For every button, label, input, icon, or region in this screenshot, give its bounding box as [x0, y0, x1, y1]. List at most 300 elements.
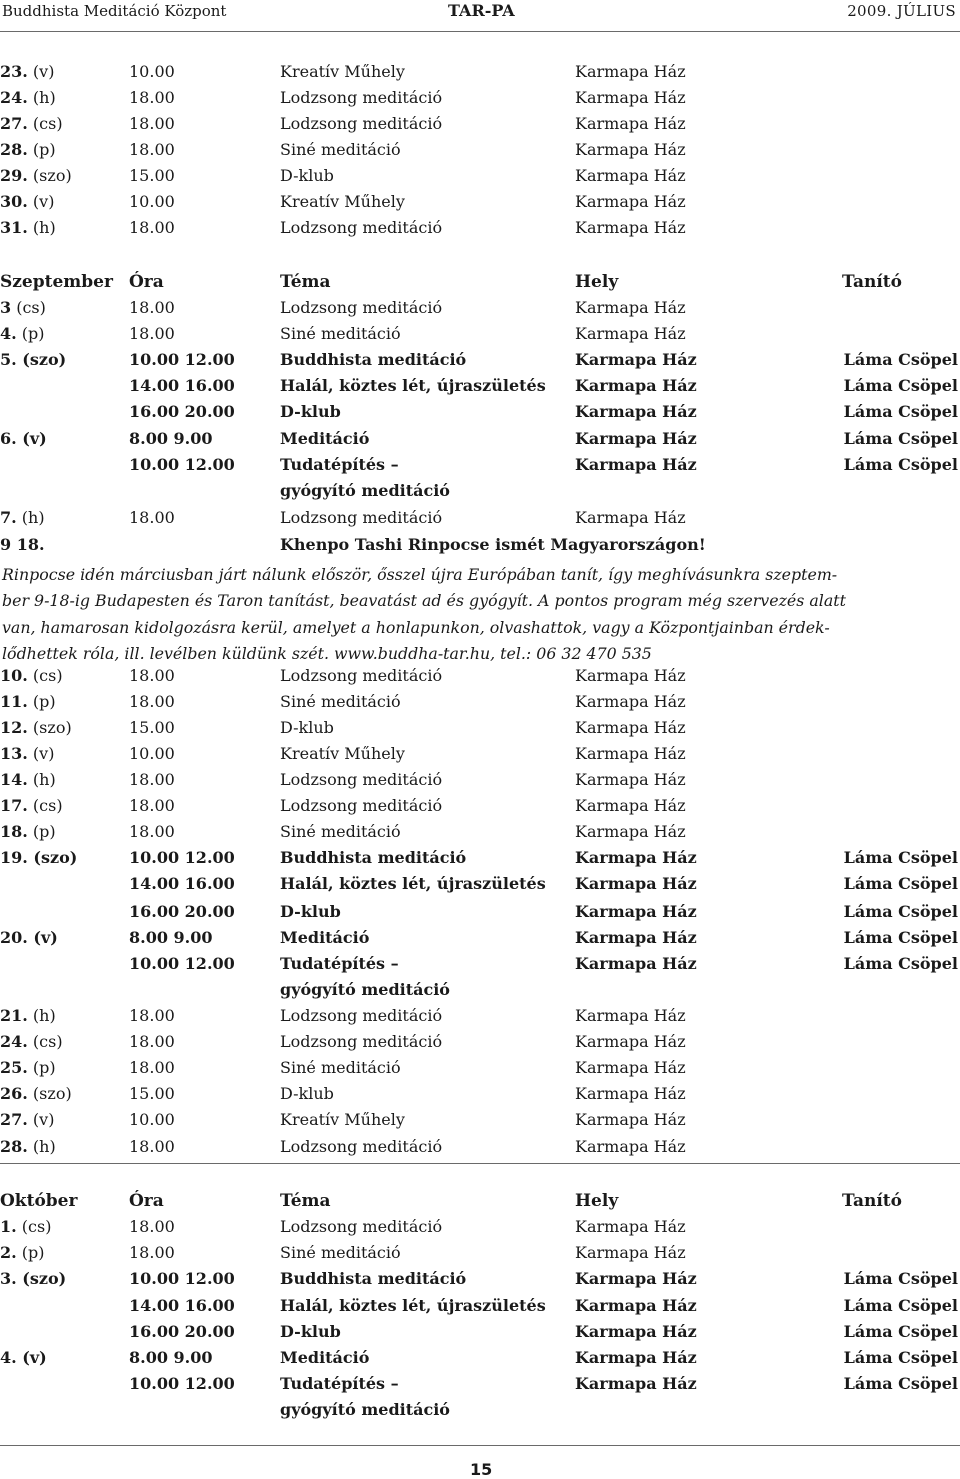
place-cell: Karmapa Ház [575, 954, 697, 973]
section-divider [0, 1163, 960, 1164]
date-cell [0, 1084, 72, 1103]
table-row [0, 166, 960, 190]
weekday: (cs) [16, 1217, 52, 1236]
teacher-cell: Láma Csöpel [843, 429, 958, 448]
date-cell [0, 666, 63, 685]
place-cell: Karmapa Ház [575, 1058, 686, 1077]
date-cell [0, 1269, 66, 1288]
weekday: (v) [27, 192, 55, 211]
date-cell [0, 1243, 45, 1262]
place-cell: Karmapa Ház [575, 140, 686, 159]
table-row [0, 429, 960, 453]
table-row [0, 218, 960, 242]
table-header-row [0, 272, 960, 296]
weekday: (h) [27, 218, 56, 237]
weekday: (h) [27, 88, 56, 107]
time-cell: 18.00 [129, 508, 175, 527]
weekday: (v) [16, 1348, 47, 1367]
place-cell: Karmapa Ház [575, 770, 686, 789]
weekday: (cs) [27, 666, 63, 685]
place-cell: Karmapa Ház [575, 744, 686, 763]
time-cell: 16.00 20.00 [129, 402, 235, 421]
topic-cell: D-klub [280, 1084, 334, 1103]
time-cell: 18.00 [129, 324, 175, 343]
topic-cell: Meditáció [280, 1348, 370, 1367]
time-cell: 10.00 12.00 [129, 848, 235, 867]
place-cell: Karmapa Ház [575, 166, 686, 185]
weekday: (v) [27, 928, 58, 947]
date-cell [0, 62, 54, 81]
topic-cell: Lodzsong meditáció [280, 666, 443, 685]
time-cell: 14.00 16.00 [129, 874, 235, 893]
topic-cell: Halál, köztes lét, újraszületés [280, 376, 546, 395]
date-number: 31. [0, 218, 28, 237]
date-number: 17. [0, 796, 28, 815]
date-cell [0, 1110, 54, 1129]
place-cell: Karmapa Ház [575, 324, 686, 343]
topic-cell: D-klub [280, 902, 341, 921]
time-cell: 8.00 9.00 [129, 928, 213, 947]
topic-cell: gyógyító meditáció [280, 1400, 450, 1419]
weekday: (p) [27, 692, 56, 711]
time-cell: 10.00 12.00 [129, 1269, 235, 1288]
topic-cell: Meditáció [280, 928, 370, 947]
date-number: 3 [0, 298, 12, 317]
topic-cell: Lodzsong meditáció [280, 508, 443, 527]
topic-cell: Buddhista meditáció [280, 350, 467, 369]
table-row [0, 298, 960, 322]
time-cell: 18.00 [129, 1006, 175, 1025]
weekday: (p) [27, 1058, 56, 1077]
place-cell: Karmapa Ház [575, 192, 686, 211]
table-row [0, 692, 960, 716]
time-cell: 10.00 [129, 744, 175, 763]
place-cell: Karmapa Ház [575, 429, 697, 448]
weekday: (v) [27, 744, 55, 763]
date-cell [0, 218, 56, 237]
date-number: 19. [0, 848, 28, 867]
teacher-cell: Láma Csöpel [843, 1374, 958, 1393]
teacher-cell: Láma Csöpel [843, 455, 958, 474]
place-cell: Karmapa Ház [575, 1110, 686, 1129]
time-cell: 18.00 [129, 1243, 175, 1262]
date-cell [0, 1137, 56, 1156]
date-number: 1. [0, 1217, 17, 1236]
teacher-cell: Láma Csöpel [843, 1269, 958, 1288]
topic-cell: Siné meditáció [280, 140, 401, 159]
header-issue-date: 2009. JÚLIUS [847, 2, 956, 20]
topic-cell: Buddhista meditáció [280, 848, 467, 867]
topic-cell: Lodzsong meditáció [280, 796, 443, 815]
announcement-line: lődhettek róla, ill. levélben küldünk szét. www.buddha-tar.hu, tel.: 06 32 470 535 [2, 643, 652, 663]
time-cell: 18.00 [129, 1217, 175, 1236]
time-cell: 18.00 [129, 218, 175, 237]
topic-cell: gyógyító meditáció [280, 481, 450, 500]
date-number: 20. [0, 928, 28, 947]
table-row [0, 324, 960, 348]
topic-cell: Lodzsong meditáció [280, 88, 443, 107]
table-row [0, 376, 960, 400]
teacher-cell: Láma Csöpel [843, 1348, 958, 1367]
announcement-paragraph [2, 562, 958, 667]
date-cell [0, 822, 56, 841]
time-cell: 8.00 9.00 [129, 1348, 213, 1367]
topic-cell: Lodzsong meditáció [280, 1032, 443, 1051]
time-cell: 18.00 [129, 298, 175, 317]
place-cell: Karmapa Ház [575, 1322, 697, 1341]
topic-cell: Téma [280, 272, 331, 292]
date-number: 6. [0, 429, 17, 448]
teacher-cell: Láma Csöpel [843, 954, 958, 973]
date-number: 13. [0, 744, 28, 763]
place-cell: Karmapa Ház [575, 1243, 686, 1262]
teacher-cell: Láma Csöpel [843, 902, 958, 921]
topic-cell: Lodzsong meditáció [280, 1006, 443, 1025]
table-row [0, 1032, 960, 1056]
table-row [0, 928, 960, 952]
teacher-cell: Láma Csöpel [843, 1322, 958, 1341]
date-cell [0, 535, 45, 554]
place-cell: Karmapa Ház [575, 666, 686, 685]
place-cell: Karmapa Ház [575, 62, 686, 81]
topic-cell: Lodzsong meditáció [280, 298, 443, 317]
time-cell: 14.00 16.00 [129, 376, 235, 395]
place-cell: Karmapa Ház [575, 1348, 697, 1367]
place-cell: Karmapa Ház [575, 874, 697, 893]
time-cell: 10.00 [129, 1110, 175, 1129]
date-cell [0, 1191, 77, 1211]
time-cell: 10.00 12.00 [129, 1374, 235, 1393]
place-cell: Hely [575, 272, 619, 292]
weekday: (p) [16, 324, 45, 343]
date-cell [0, 114, 63, 133]
date-number: 24. [0, 1032, 28, 1051]
topic-cell: Buddhista meditáció [280, 1269, 467, 1288]
weekday: (p) [27, 140, 56, 159]
weekday: (szo) [27, 166, 72, 185]
topic-cell: Kreatív Műhely [280, 192, 405, 211]
topic-cell: Lodzsong meditáció [280, 1137, 443, 1156]
time-cell: 18.00 [129, 1058, 175, 1077]
date-cell [0, 1032, 63, 1051]
time-cell: 18.00 [129, 770, 175, 789]
table-row [0, 508, 960, 532]
weekday: (szo) [27, 718, 72, 737]
date-cell [0, 1058, 56, 1077]
weekday: (szo) [27, 1084, 72, 1103]
table-row [0, 666, 960, 690]
time-cell: Óra [129, 1191, 164, 1211]
date-number: 24. [0, 88, 28, 107]
place-cell: Karmapa Ház [575, 376, 697, 395]
header-title: TAR-PA [448, 1, 515, 20]
time-cell: 10.00 [129, 192, 175, 211]
table-row [0, 822, 960, 846]
place-cell: Karmapa Ház [575, 1296, 697, 1315]
teacher-cell: Tanító [841, 1191, 902, 1211]
announcement-line: Rinpocse idén márciusban járt nálunk először, ősszel újra Európában tanít, így meghívásunkra szeptem- [2, 565, 838, 584]
date-cell [0, 298, 46, 317]
table-row [0, 874, 960, 898]
time-cell: 18.00 [129, 140, 175, 159]
date-cell [0, 350, 66, 369]
table-row [0, 902, 960, 926]
header-divider [0, 31, 960, 32]
time-cell: 15.00 [129, 718, 175, 737]
teacher-cell: Láma Csöpel [843, 928, 958, 947]
table-row [0, 402, 960, 426]
topic-cell: Lodzsong meditáció [280, 114, 443, 133]
date-number: 26. [0, 1084, 28, 1103]
date-cell [0, 692, 56, 711]
topic-cell: Halál, köztes lét, újraszületés [280, 874, 546, 893]
table-row [0, 1137, 960, 1161]
date-cell [0, 324, 45, 343]
teacher-cell: Láma Csöpel [843, 848, 958, 867]
teacher-cell: Láma Csöpel [843, 874, 958, 893]
table-row [0, 744, 960, 768]
table-row [0, 1084, 960, 1108]
weekday: (cs) [11, 298, 46, 317]
place-cell: Karmapa Ház [575, 1374, 697, 1393]
table-row [0, 1322, 960, 1346]
weekday: (cs) [27, 796, 63, 815]
date-number: 29. [0, 166, 28, 185]
place-cell: Karmapa Ház [575, 455, 697, 474]
weekday: (v) [27, 1110, 55, 1129]
date-number: 27. [0, 1110, 28, 1129]
table-header-row [0, 1191, 960, 1215]
table-row [0, 192, 960, 216]
date-number: 14. [0, 770, 28, 789]
place-cell: Karmapa Ház [575, 928, 697, 947]
weekday: (szo) [16, 1269, 67, 1288]
table-row [0, 350, 960, 374]
topic-cell: D-klub [280, 718, 334, 737]
date-number: 23. [0, 62, 28, 81]
time-cell: 18.00 [129, 1032, 175, 1051]
topic-cell: D-klub [280, 1322, 341, 1341]
table-row [0, 1400, 960, 1424]
table-row [0, 88, 960, 112]
topic-cell: Halál, köztes lét, újraszületés [280, 1296, 546, 1315]
date-number: 5. [0, 350, 17, 369]
announcement-line: van, hamarosan kidolgozásra kerül, amelyet a honlapunkon, olvashattok, vagy a Központjainban érdek- [2, 617, 830, 637]
topic-cell: D-klub [280, 166, 334, 185]
date-cell [0, 718, 72, 737]
date-number: 2. [0, 1243, 17, 1262]
date-cell [0, 272, 113, 292]
place-cell: Karmapa Ház [575, 508, 686, 527]
place-cell: Karmapa Ház [575, 1137, 686, 1156]
date-number: 18. [0, 822, 28, 841]
topic-cell: Siné meditáció [280, 1058, 401, 1077]
topic-cell: Kreatív Műhely [280, 1110, 405, 1129]
place-cell: Karmapa Ház [575, 718, 686, 737]
topic-cell: Siné meditáció [280, 692, 401, 711]
date-number: 10. [0, 666, 28, 685]
place-cell: Karmapa Ház [575, 1032, 686, 1051]
header-organization: Buddhista Meditáció Központ [2, 2, 227, 20]
place-cell: Karmapa Ház [575, 822, 686, 841]
table-row [0, 1269, 960, 1293]
time-cell: 16.00 20.00 [129, 902, 235, 921]
time-cell: 18.00 [129, 692, 175, 711]
date-number: 3. [0, 1269, 17, 1288]
table-row [0, 1348, 960, 1372]
weekday: (p) [27, 822, 56, 841]
date-number: 28. [0, 140, 28, 159]
date-number: 4. [0, 324, 17, 343]
date-cell [0, 1348, 47, 1367]
place-cell: Karmapa Ház [575, 1084, 686, 1103]
date-cell [0, 192, 54, 211]
weekday: (v) [16, 429, 47, 448]
place-cell: Karmapa Ház [575, 796, 686, 815]
topic-cell: D-klub [280, 402, 341, 421]
weekday: (szo) [16, 350, 67, 369]
time-cell: 15.00 [129, 1084, 175, 1103]
place-cell: Hely [575, 1191, 619, 1211]
table-row [0, 1110, 960, 1134]
teacher-cell: Láma Csöpel [843, 1296, 958, 1315]
table-row [0, 535, 960, 559]
weekday: (h) [27, 1137, 56, 1156]
date-number: 25. [0, 1058, 28, 1077]
table-row [0, 718, 960, 742]
topic-cell: Khenpo Tashi Rinpocse ismét Magyarországon! [280, 535, 706, 554]
time-cell: 10.00 12.00 [129, 455, 235, 474]
weekday: (p) [16, 1243, 45, 1262]
weekday: (szo) [27, 848, 78, 867]
table-row [0, 770, 960, 794]
table-row [0, 954, 960, 978]
date-cell [0, 166, 72, 185]
topic-cell: Siné meditáció [280, 822, 401, 841]
date-number: Október [0, 1191, 78, 1211]
table-row [0, 1217, 960, 1241]
topic-cell: Lodzsong meditáció [280, 770, 443, 789]
time-cell: 10.00 12.00 [129, 350, 235, 369]
weekday: (v) [27, 62, 55, 81]
place-cell: Karmapa Ház [575, 350, 697, 369]
topic-cell: Siné meditáció [280, 1243, 401, 1262]
table-row [0, 848, 960, 872]
time-cell: 15.00 [129, 166, 175, 185]
weekday: (h) [16, 508, 45, 527]
place-cell: Karmapa Ház [575, 402, 697, 421]
date-cell [0, 88, 56, 107]
table-row [0, 980, 960, 1004]
time-cell: 10.00 [129, 62, 175, 81]
date-cell [0, 848, 77, 867]
table-row [0, 455, 960, 479]
place-cell: Karmapa Ház [575, 1006, 686, 1025]
time-cell: 18.00 [129, 114, 175, 133]
date-number: 12. [0, 718, 28, 737]
table-row [0, 481, 960, 505]
topic-cell: Meditáció [280, 429, 370, 448]
announcement-line: ber 9-18-ig Budapesten és Taron tanítást, beavatást ad és gyógyít. A pontos program még szervezés alatt [2, 591, 846, 611]
table-row [0, 1296, 960, 1320]
topic-cell: Siné meditáció [280, 324, 401, 343]
topic-cell: Kreatív Műhely [280, 744, 405, 763]
date-number: 4. [0, 1348, 17, 1367]
date-cell [0, 508, 45, 527]
topic-cell: Tudatépítés – [280, 1374, 399, 1393]
date-number: 7. [0, 508, 17, 527]
place-cell: Karmapa Ház [575, 902, 697, 921]
date-number: 9 18. [0, 535, 45, 554]
date-cell [0, 744, 54, 763]
time-cell: 18.00 [129, 796, 175, 815]
table-row [0, 114, 960, 138]
topic-cell: Tudatépítés – [280, 455, 399, 474]
date-cell [0, 429, 47, 448]
time-cell: 18.00 [129, 88, 175, 107]
place-cell: Karmapa Ház [575, 692, 686, 711]
time-cell: 18.00 [129, 822, 175, 841]
date-cell [0, 770, 56, 789]
topic-cell: gyógyító meditáció [280, 980, 450, 999]
date-cell [0, 1217, 51, 1236]
weekday: (cs) [27, 1032, 63, 1051]
date-number: 28. [0, 1137, 28, 1156]
place-cell: Karmapa Ház [575, 1217, 686, 1236]
time-cell: Óra [129, 272, 164, 292]
place-cell: Karmapa Ház [575, 88, 686, 107]
place-cell: Karmapa Ház [575, 298, 686, 317]
table-row [0, 1006, 960, 1030]
table-row [0, 62, 960, 86]
place-cell: Karmapa Ház [575, 848, 697, 867]
date-number: 11. [0, 692, 28, 711]
place-cell: Karmapa Ház [575, 218, 686, 237]
weekday: (cs) [27, 114, 63, 133]
topic-cell: Kreatív Műhely [280, 62, 405, 81]
place-cell: Karmapa Ház [575, 1269, 697, 1288]
teacher-cell: Tanító [841, 272, 902, 292]
topic-cell: Téma [280, 1191, 331, 1211]
weekday: (h) [27, 1006, 56, 1025]
date-number: 27. [0, 114, 28, 133]
date-cell [0, 140, 56, 159]
teacher-cell: Láma Csöpel [843, 376, 958, 395]
footer-divider [0, 1445, 960, 1446]
time-cell: 10.00 12.00 [129, 954, 235, 973]
time-cell: 18.00 [129, 1137, 175, 1156]
topic-cell: Lodzsong meditáció [280, 218, 443, 237]
table-row [0, 1058, 960, 1082]
date-cell [0, 796, 63, 815]
time-cell: 18.00 [129, 666, 175, 685]
teacher-cell: Láma Csöpel [843, 402, 958, 421]
date-cell [0, 1006, 56, 1025]
time-cell: 14.00 16.00 [129, 1296, 235, 1315]
time-cell: 16.00 20.00 [129, 1322, 235, 1341]
table-row [0, 1243, 960, 1267]
topic-cell: Lodzsong meditáció [280, 1217, 443, 1236]
teacher-cell: Láma Csöpel [843, 350, 958, 369]
page-header [0, 0, 960, 24]
table-row [0, 1374, 960, 1398]
weekday: (h) [27, 770, 56, 789]
place-cell: Karmapa Ház [575, 114, 686, 133]
table-row [0, 140, 960, 164]
time-cell: 8.00 9.00 [129, 429, 213, 448]
date-number: Szeptember [0, 272, 113, 292]
topic-cell: Tudatépítés – [280, 954, 399, 973]
